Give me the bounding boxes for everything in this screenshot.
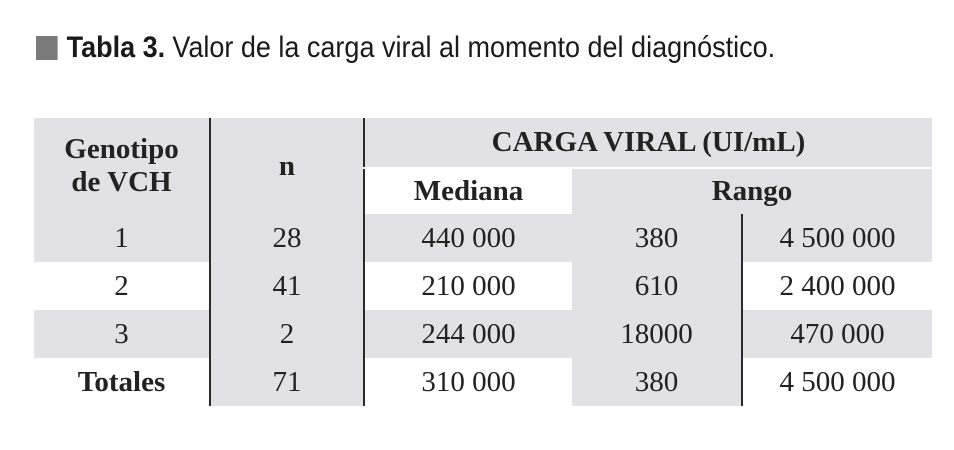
table-row xyxy=(34,262,932,310)
cell-rango-min: 610 xyxy=(572,262,742,310)
cell-genotipo: 3 xyxy=(34,310,210,358)
header-mediana: Mediana xyxy=(364,168,572,214)
cell-totales-n: 71 xyxy=(210,358,364,406)
table-row xyxy=(34,310,932,358)
cell-mediana: 210 000 xyxy=(364,262,572,310)
header-n: n xyxy=(210,118,364,214)
cell-genotipo: 2 xyxy=(34,262,210,310)
cell-rango-max: 4 500 000 xyxy=(742,214,932,262)
table-row-totals xyxy=(34,358,932,406)
cell-genotipo: 1 xyxy=(34,214,210,262)
header-rango: Rango xyxy=(572,168,932,214)
header-genotipo xyxy=(34,118,210,214)
table-caption xyxy=(36,26,775,70)
cell-rango-min: 380 xyxy=(572,214,742,262)
cell-rango-max: 2 400 000 xyxy=(742,262,932,310)
cell-rango-min: 18000 xyxy=(572,310,742,358)
cell-rango-max: 470 000 xyxy=(742,310,932,358)
cell-n: 2 xyxy=(210,310,364,358)
cell-mediana: 244 000 xyxy=(364,310,572,358)
viral-load-table xyxy=(34,118,932,406)
caption-label: Tabla 3. xyxy=(66,31,166,64)
cell-n: 41 xyxy=(210,262,364,310)
caption-square-icon xyxy=(36,36,58,60)
header-genotipo-line2: de VCH xyxy=(71,166,172,198)
cell-totales-mediana: 310 000 xyxy=(364,358,572,406)
cell-n: 28 xyxy=(210,214,364,262)
table-row xyxy=(34,214,932,262)
cell-totales-rango-max: 4 500 000 xyxy=(742,358,932,406)
header-genotipo-line1: Genotipo xyxy=(64,133,179,165)
cell-mediana: 440 000 xyxy=(364,214,572,262)
header-carga-viral: CARGA VIRAL (UI/mL) xyxy=(364,118,932,168)
caption-text: Valor de la carga viral al momento del diagnóstico. xyxy=(172,31,776,64)
cell-totales-rango-min: 380 xyxy=(572,358,742,406)
cell-totales-label: Totales xyxy=(34,358,210,406)
